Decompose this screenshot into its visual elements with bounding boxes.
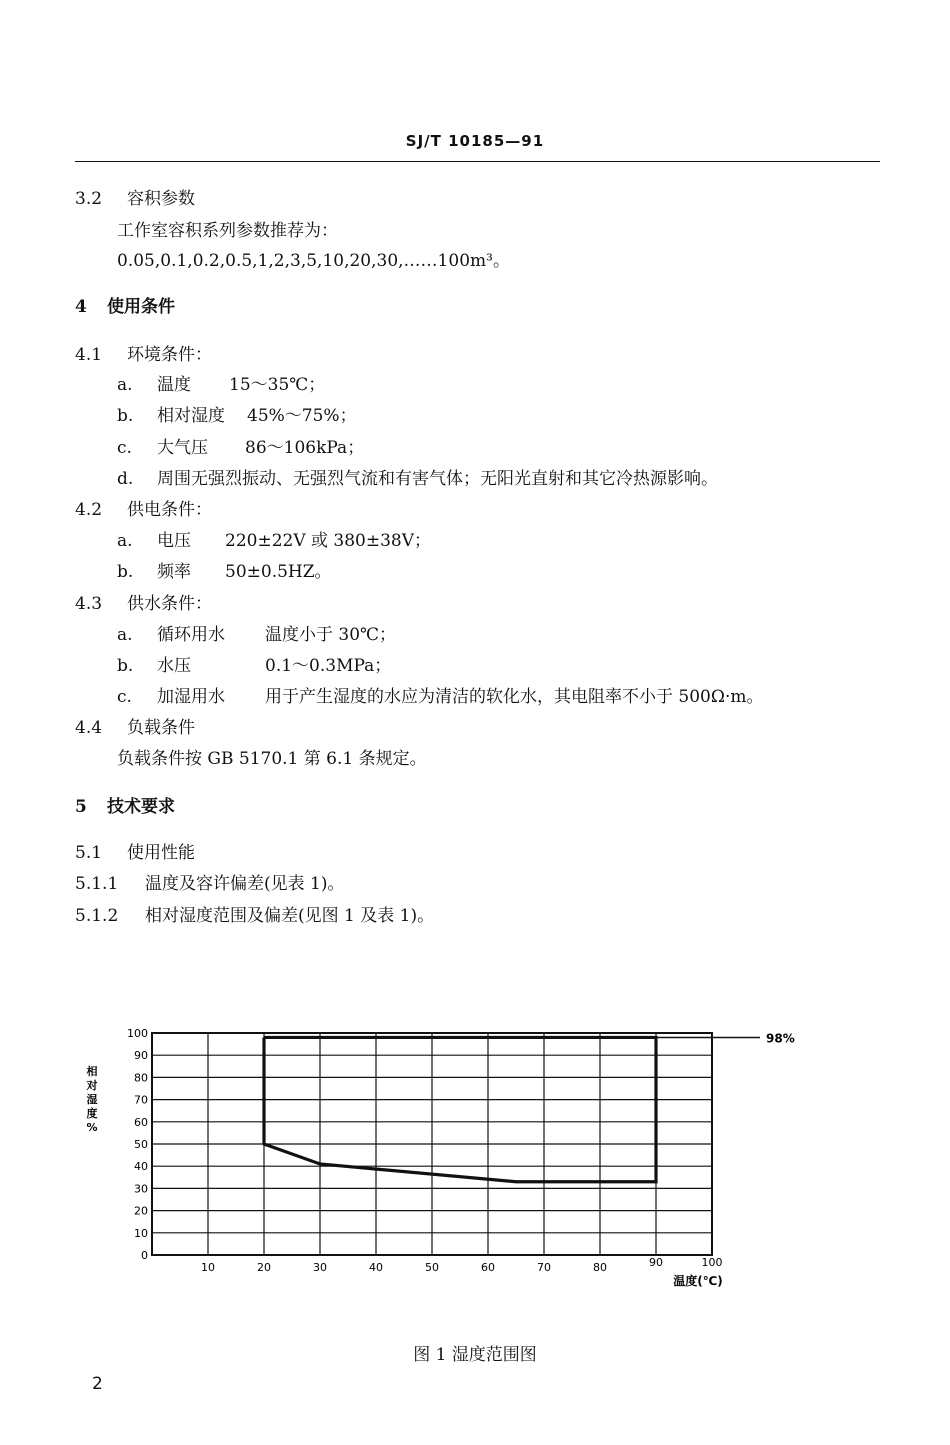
list-marker: a. <box>117 531 133 551</box>
line-text: 负载条件按 GB 5170.1 第 6.1 条规定。 <box>117 749 427 769</box>
section-number: 4.1 <box>75 345 103 365</box>
list-marker: c. <box>117 438 132 458</box>
y-tick-label-40: 40 <box>134 1160 148 1174</box>
x-tick-label-50: 50 <box>425 1261 439 1274</box>
document-code-header: SJ/T 10185—91 <box>405 132 545 150</box>
list-item-label: 相对湿度 <box>157 406 225 426</box>
section-number: 3.2 <box>75 189 103 209</box>
line-text: 使用性能 <box>127 843 195 863</box>
x-tick-label-80: 80 <box>593 1261 607 1274</box>
list-item-label: 水压 <box>157 656 191 676</box>
y-tick-label-90: 90 <box>134 1049 148 1063</box>
list-item-label: 大气压 <box>157 438 208 458</box>
list-marker: a. <box>117 625 133 645</box>
line-text: 0.05,0.1,0.2,0.5,1,2,3,5,10,20,30,……100m³。 <box>117 251 510 271</box>
list-item-value: 用于产生湿度的水应为清洁的软化水，其电阻率不小于 500Ω·m。 <box>265 687 764 707</box>
y-axis-label-char: 相 <box>86 1065 98 1078</box>
y-tick-label-50: 50 <box>134 1138 148 1151</box>
list-item-label: 温度 <box>157 375 191 395</box>
list-marker: c. <box>117 687 132 707</box>
page-number: 2 <box>92 1374 103 1394</box>
line-text: 环境条件： <box>127 345 212 365</box>
list-item-value: 86～106kPa； <box>245 438 365 458</box>
list-item-label: 频率 <box>157 562 191 582</box>
line-text: 温度及容许偏差(见表 1)。 <box>145 874 345 894</box>
y-tick-label-30: 30 <box>134 1182 148 1196</box>
list-item-value: 220±22V 或 380±38V； <box>225 531 432 551</box>
x-tick-label-30: 30 <box>313 1261 327 1274</box>
x-tick-label-10: 10 <box>201 1261 215 1274</box>
list-item-label: 电压 <box>157 531 191 551</box>
x-tick-label-40: 40 <box>369 1261 383 1274</box>
line-text: 供电条件： <box>127 500 212 520</box>
line-text: 使用条件 <box>107 297 175 317</box>
list-item-value: 0.1～0.3MPa； <box>265 656 392 676</box>
humidity-region-boundary <box>264 1037 656 1181</box>
section-number: 4.4 <box>75 718 103 738</box>
y-tick-label-0: 0 <box>141 1249 148 1262</box>
annotation-98-label: 98% <box>766 1031 795 1046</box>
list-marker: d. <box>117 469 134 489</box>
section-number: 5 <box>75 797 87 817</box>
list-item-value: 50±0.5HZ。 <box>225 562 332 582</box>
section-number: 5.1.2 <box>75 906 119 926</box>
section-number: 5.1.1 <box>75 874 119 894</box>
x-tick-label-100: 100 <box>701 1256 723 1269</box>
x-axis-label: 温度(℃) <box>673 1274 723 1288</box>
list-marker: a. <box>117 375 133 395</box>
line-text: 技术要求 <box>107 797 175 817</box>
x-tick-label-20: 20 <box>257 1261 271 1274</box>
line-text: 工作室容积系列参数推荐为： <box>117 221 338 241</box>
list-marker: b. <box>117 656 134 676</box>
list-marker: b. <box>117 562 134 582</box>
list-item-value: 15～35℃； <box>229 375 326 395</box>
y-axis-label-char: 湿 <box>86 1093 98 1106</box>
section-number: 4 <box>75 297 87 317</box>
y-tick-label-80: 80 <box>134 1071 148 1085</box>
y-tick-label-70: 70 <box>134 1093 148 1107</box>
line-text: 相对湿度范围及偏差(见图 1 及表 1)。 <box>145 906 435 926</box>
x-tick-label-90: 90 <box>649 1256 663 1269</box>
y-tick-label-100: 100 <box>127 1027 148 1040</box>
y-tick-label-20: 20 <box>134 1204 148 1218</box>
y-tick-label-60: 60 <box>134 1115 148 1129</box>
list-item-label: 周围无强烈振动、无强烈气流和有害气体；无阳光直射和其它冷热源影响。 <box>157 469 718 489</box>
section-number: 4.2 <box>75 500 103 520</box>
y-axis-label-char: % <box>86 1121 98 1134</box>
section-number: 4.3 <box>75 594 103 614</box>
x-tick-label-60: 60 <box>481 1261 495 1274</box>
x-tick-label-70: 70 <box>537 1261 551 1274</box>
list-item-value: 温度小于 30℃； <box>265 625 397 645</box>
y-tick-label-10: 10 <box>134 1226 148 1240</box>
list-item-label: 加湿用水 <box>157 687 225 707</box>
line-text: 容积参数 <box>127 189 195 209</box>
list-marker: b. <box>117 406 134 426</box>
line-text: 负载条件 <box>127 718 195 738</box>
figure-caption: 图 1 湿度范围图 <box>413 1345 537 1365</box>
list-item-value: 45%～75%； <box>247 406 357 426</box>
line-text: 供水条件： <box>127 594 212 614</box>
section-number: 5.1 <box>75 843 103 863</box>
y-axis-label-char: 对 <box>86 1079 98 1092</box>
list-item-label: 循环用水 <box>157 625 225 645</box>
y-axis-label-char: 度 <box>86 1107 98 1120</box>
